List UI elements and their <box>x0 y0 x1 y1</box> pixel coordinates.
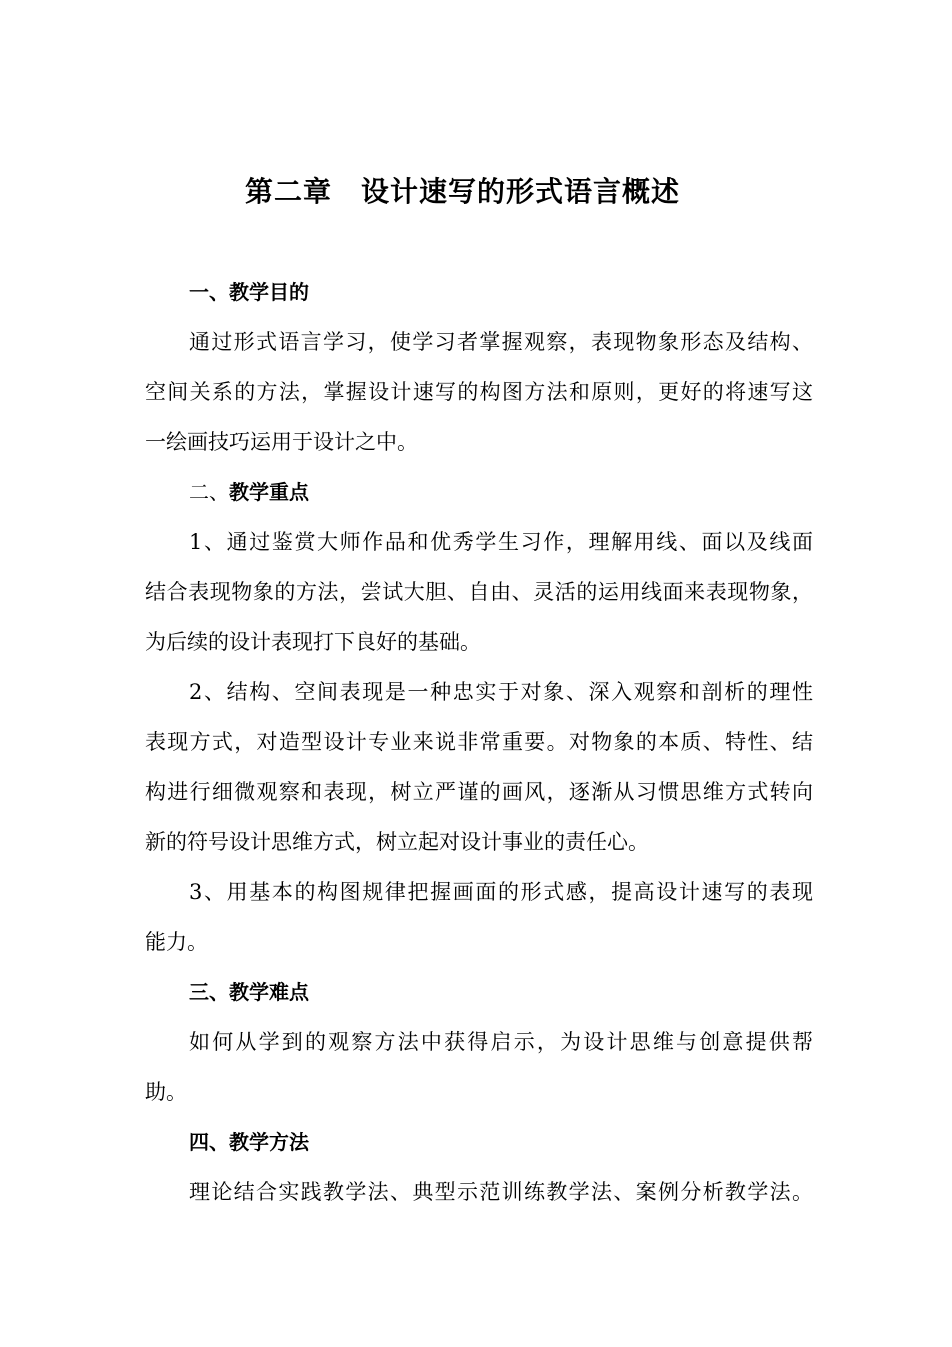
document-body <box>145 267 813 1217</box>
section-heading-difficulties: 三、教学难点 <box>189 980 309 1004</box>
paragraph-line: 结合表现物象的方法，尝试大胆、自由、灵活的运用线面来表现物象， <box>145 580 813 604</box>
paragraph-line: 表现方式，对造型设计专业来说非常重要。对物象的本质、特性、结 <box>145 730 813 754</box>
paragraph-line: 为后续的设计表现打下良好的基础。 <box>145 630 481 654</box>
paragraph-line: 1、通过鉴赏大师作品和优秀学生习作，理解用线、面以及线面 <box>189 530 813 554</box>
section-heading-objectives: 一、教学目的 <box>189 280 309 304</box>
paragraph-line: 一绘画技巧运用于设计之中。 <box>145 430 418 454</box>
paragraph-line: 2、结构、空间表现是一种忠实于对象、深入观察和剖析的理性 <box>189 680 813 704</box>
chapter-title: 第二章 设计速写的形式语言概述 <box>244 175 680 208</box>
paragraph-line: 3、用基本的构图规律把握画面的形式感，提高设计速写的表现 <box>189 880 813 904</box>
section-heading-text: 教学重点 <box>229 480 309 504</box>
paragraph-line: 新的符号设计思维方式，树立起对设计事业的责任心。 <box>145 830 649 854</box>
section-heading-methods: 四、教学方法 <box>189 1130 309 1154</box>
paragraph-line: 通过形式语言学习，使学习者掌握观察，表现物象形态及结构、 <box>189 330 813 354</box>
paragraph-line: 空间关系的方法，掌握设计速写的构图方法和原则，更好的将速写这 <box>145 380 813 404</box>
section-heading-key-points <box>145 467 813 517</box>
paragraph-line: 理论结合实践教学法、典型示范训练教学法、案例分析教学法。 <box>189 1180 813 1204</box>
paragraph-line: 助。 <box>145 1080 187 1104</box>
paragraph-line: 构进行细微观察和表现，树立严谨的画风，逐渐从习惯思维方式转向 <box>145 780 813 804</box>
section-heading-prefix: 二、 <box>189 480 229 504</box>
paragraph-line: 能力。 <box>145 930 208 954</box>
paragraph-line: 如何从学到的观察方法中获得启示，为设计思维与创意提供帮 <box>189 1030 813 1054</box>
